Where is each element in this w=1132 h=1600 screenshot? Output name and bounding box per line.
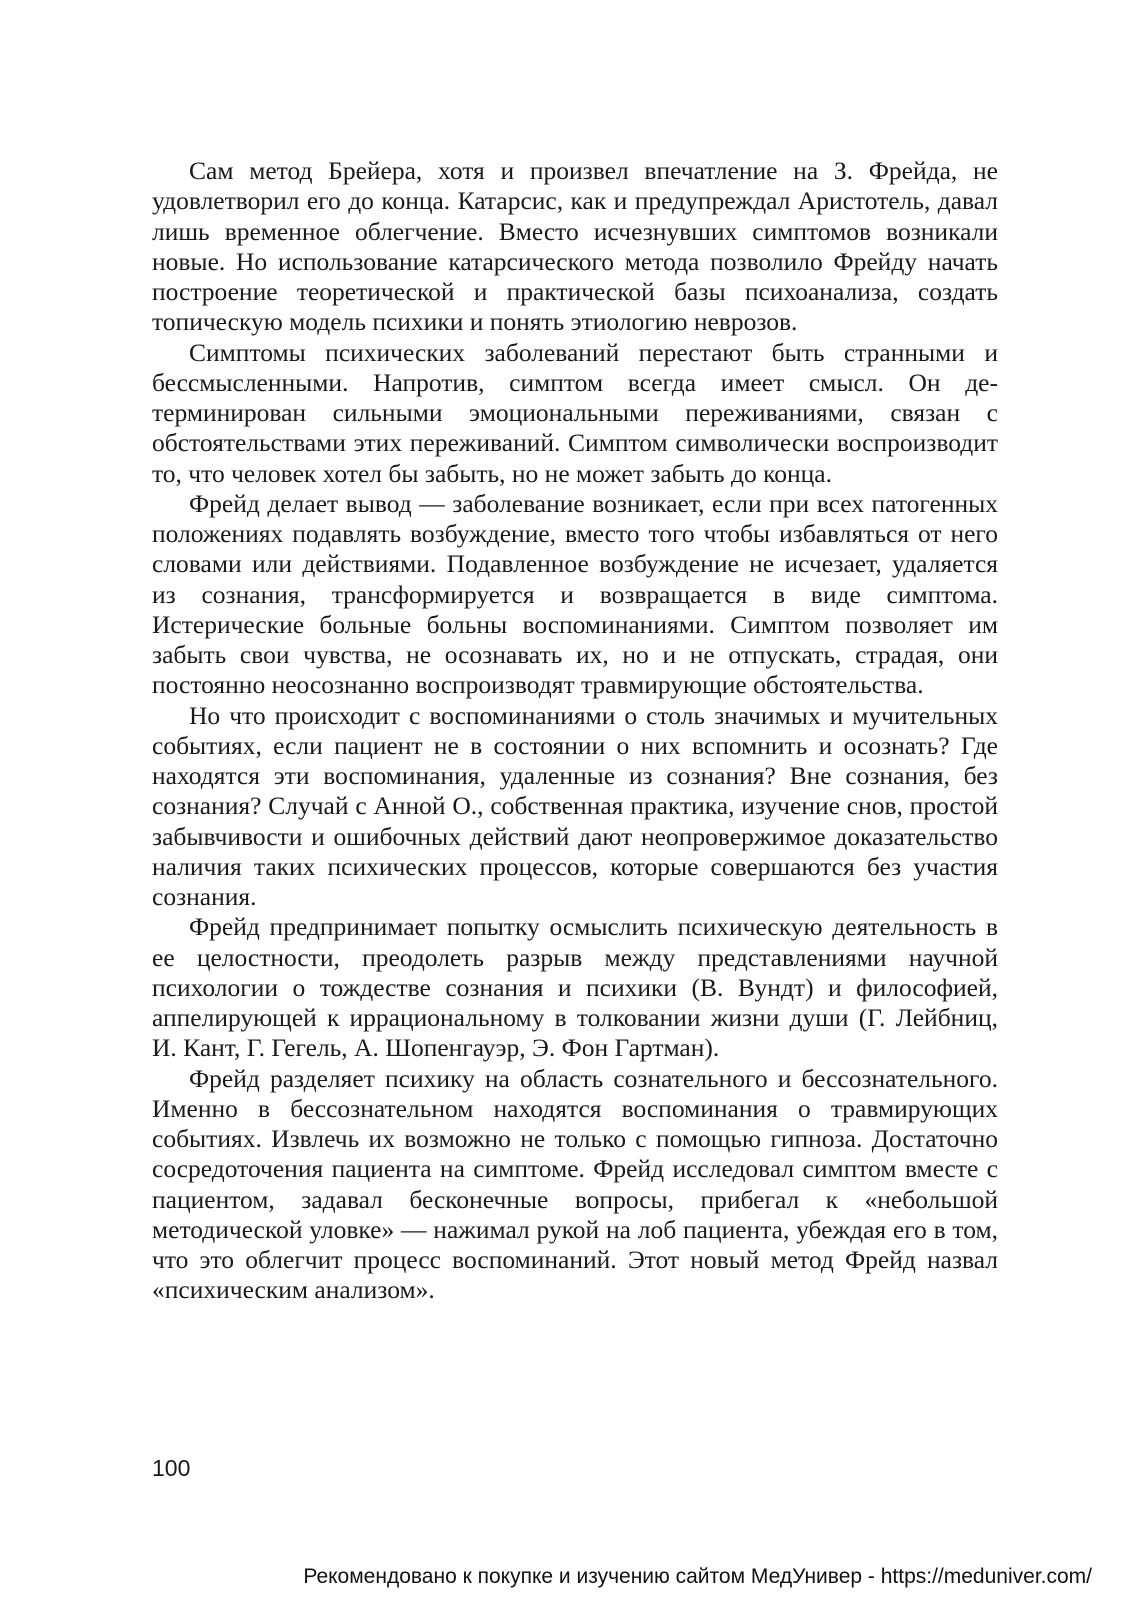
paragraph: Фрейд разделяет психику на область сознательного и бессознательного. Именно в бессознательном находятся воспоминания о травмирующих событиях. Извлечь их возможно не только с помощью гипноза. Достаточно сосредоточения пациента на симптоме. Фрейд исследовал симптом вместе с пациентом, задавал бесконечные вопросы, прибегал к «небольшой методической уловке» — нажимал рукой на лоб пациента, убеждая его в том, что это облегчит процесс воспоминаний. Этот новый метод Фрейд назвал «психическим анализом».: [152, 1063, 998, 1305]
body-text: [152, 156, 998, 1306]
footer-watermark: Рекомендовано к покупке и изучению сайтом МедУнивер - https://meduniver.com/: [303, 1565, 1092, 1588]
paragraph: Но что происходит с воспоминаниями о столь значимых и мучительных событиях, если пациент не в состоянии о них вспомнить и осознать? Где находятся эти воспоминания, удаленные из сознания? Вне сознания, без сознания? Случай с Анной О., собственная практика, изучение снов, простой забывчивости и ошибочных действий дают неопровержимое доказательство наличия таких психических процессов, которые совершаются без участия сознания.: [152, 700, 998, 911]
paragraph: Фрейд предпринимает попытку осмыслить психическую деятельность в ее целостности, преодолеть разрыв между представлениями научной психологии о тождестве сознания и психики (В. Вундт) и философией, аппелирующей к иррациональному в толковании жизни души (Г. Лейбниц, И. Кант, Г. Гегель, А. Шопенгауэр, Э. Фон Гартман).: [152, 912, 998, 1063]
paragraph: Симптомы психических заболеваний перестают быть странными и бессмысленными. Напротив, симптом всегда имеет смысл. Он детерминирован сильными эмоциональными переживаниями, связан с обстоятельствами этих переживаний. Симптом символически воспроизводит то, что человек хотел бы забыть, но не может забыть до конца.: [152, 337, 998, 488]
paragraph: Фрейд делает вывод — заболевание возникает, если при всех патогенных положениях подавлять возбуждение, вместо того чтобы избавляться от него словами или действиями. Подавленное возбуждение не исчезает, удаляется из сознания, трансформируется и возвращается в виде симптома. Истерические больные больны воспоминаниями. Симптом позволяет им забыть свои чувства, не осознавать их, но и не отпускать, страдая, они постоянно неосознанно воспроизводят травмирующие обстоятельства.: [152, 488, 998, 700]
page-number: 100: [152, 1455, 191, 1481]
paragraph: Сам метод Брейера, хотя и произвел впечатление на З. Фрейда, не удовлетворил его до конца. Катарсис, как и предупреждал Аристотель, давал лишь временное облегчение. Вместо исчезнувших симптомов возникали новые. Но использование катарсического метода позволило Фрейду начать построение теоретической и практической базы психоанализа, создать топическую модель психики и понять этиологию неврозов.: [152, 156, 998, 337]
